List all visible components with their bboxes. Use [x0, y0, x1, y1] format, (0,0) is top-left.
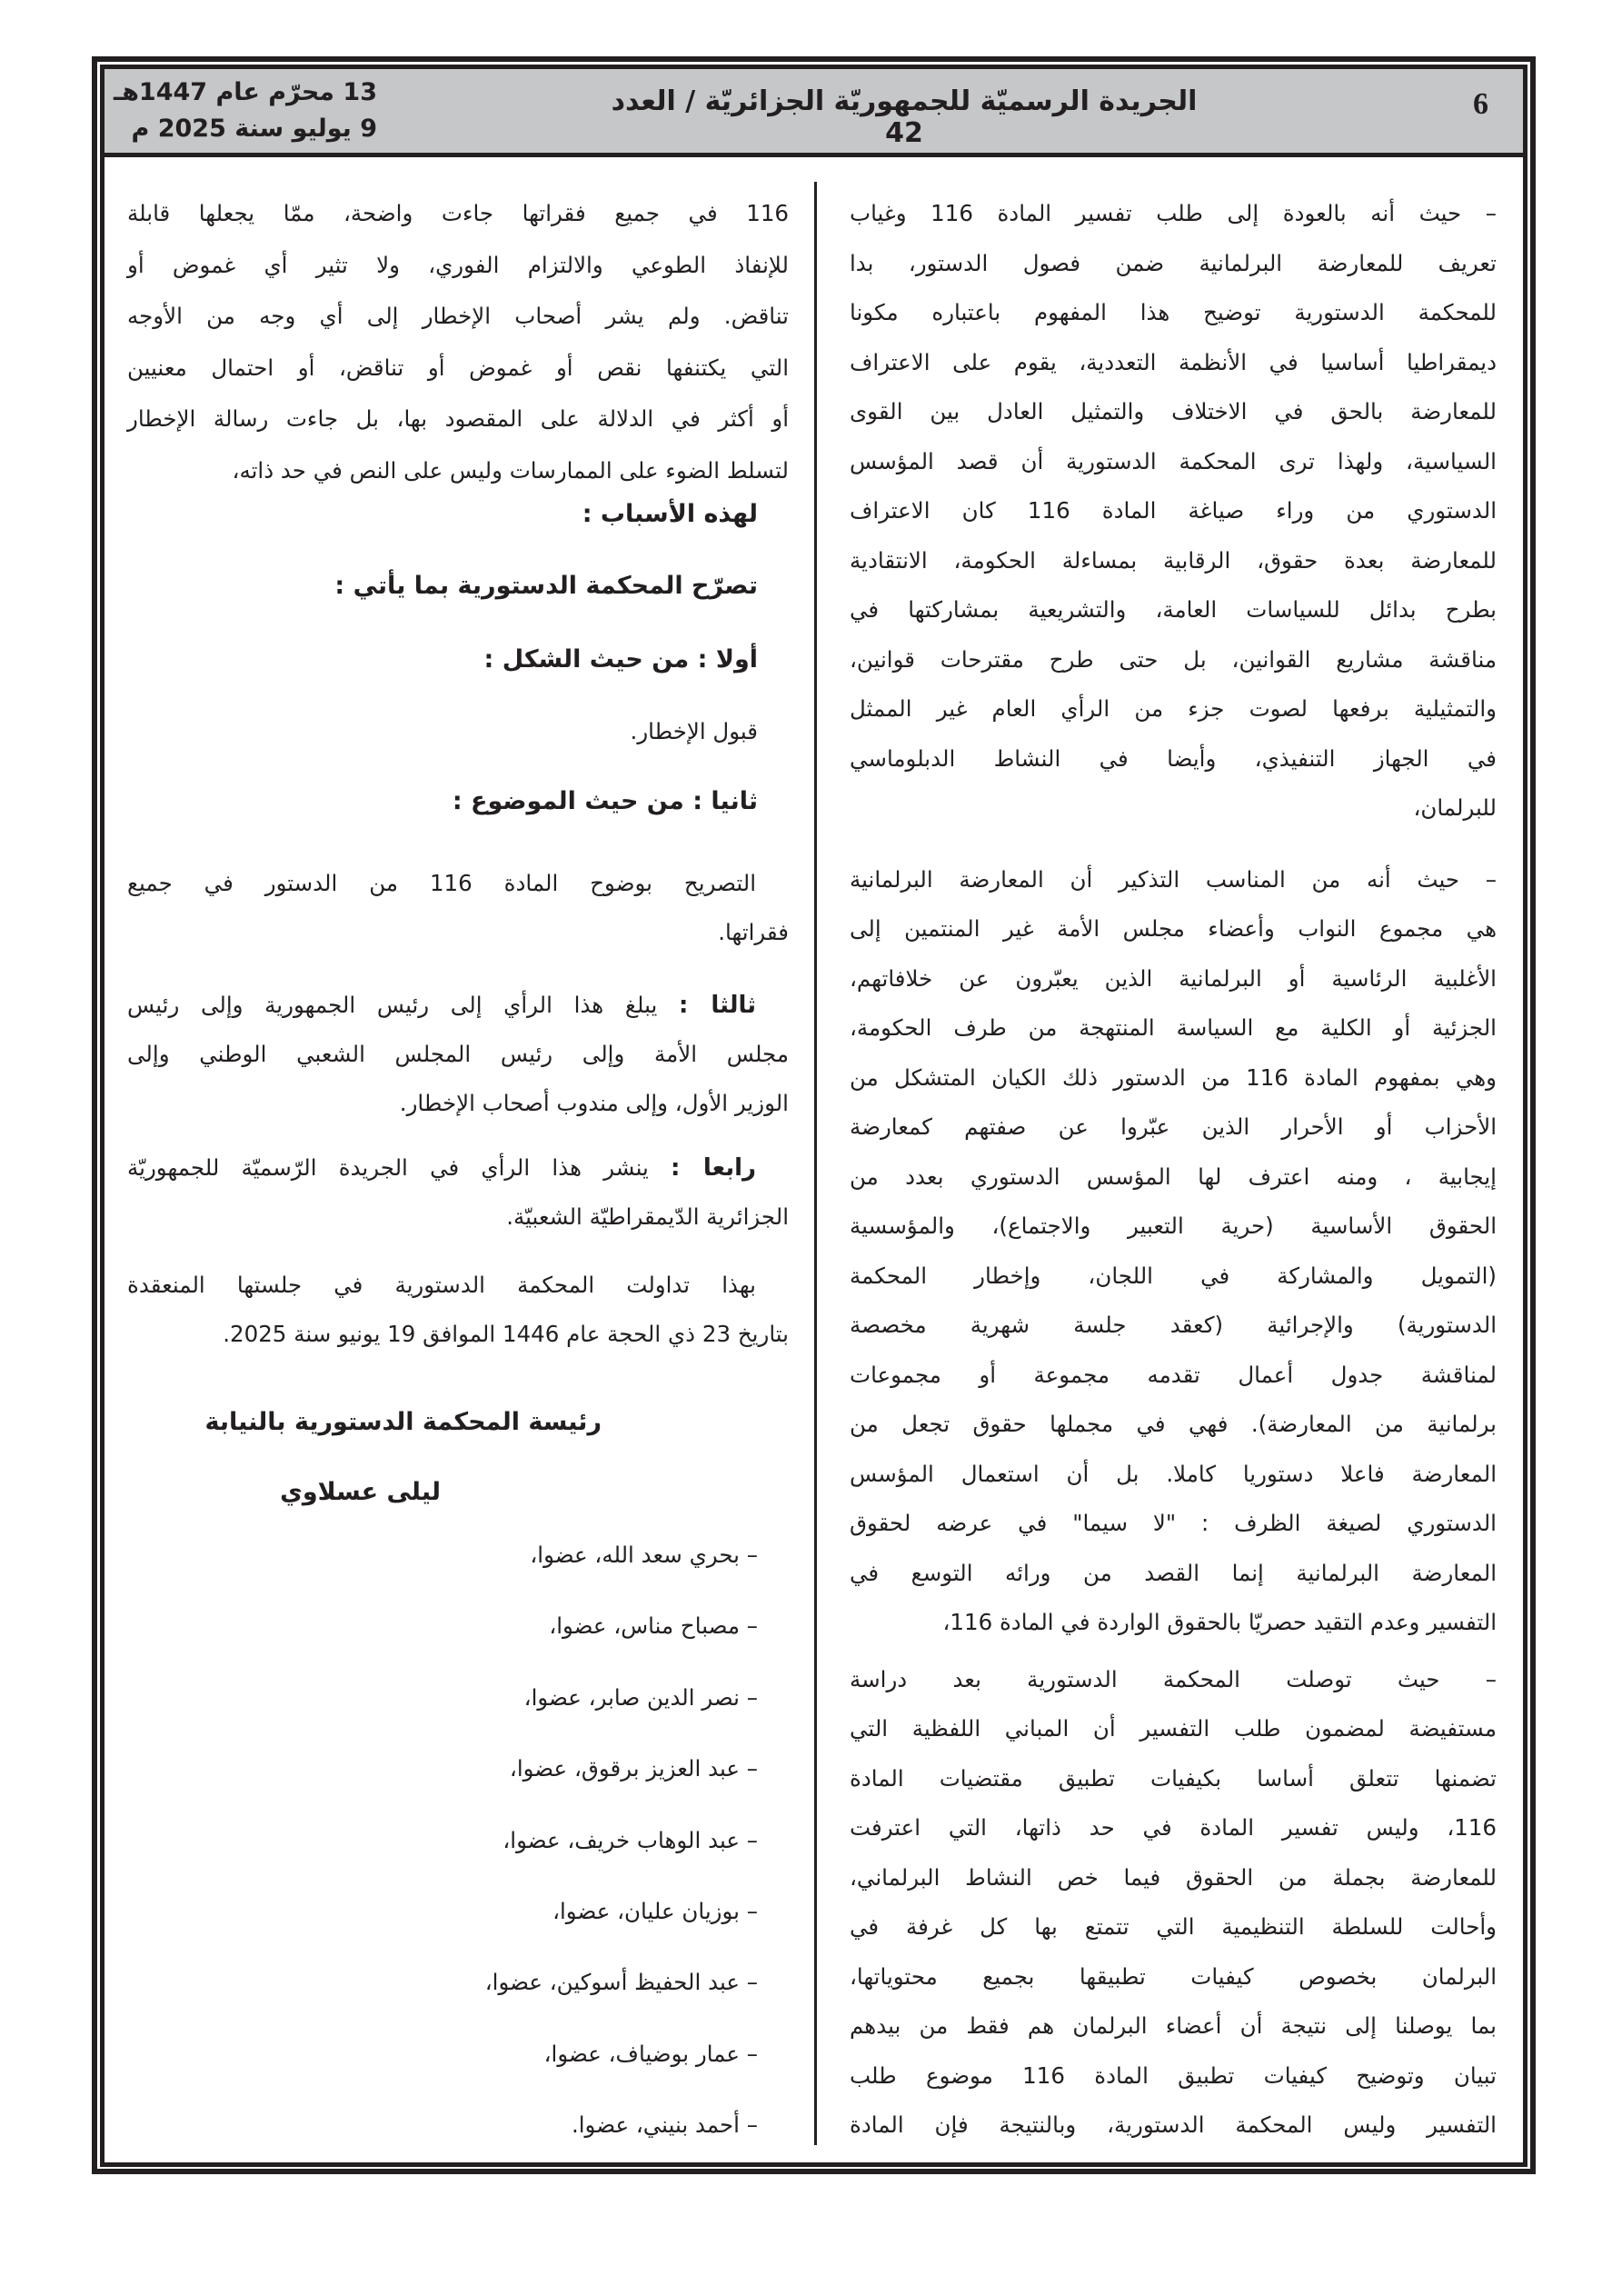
text-line	[127, 1143, 789, 1193]
text-line: التفسير وليس المحكمة الدستورية، وبالنتيجة فإن المادة	[850, 2111, 1497, 2138]
text-line: – حيث توصلت المحكمة الدستورية بعد دراسة	[850, 1665, 1497, 1692]
member-item: – أحمد بنيني، عضوا.	[571, 2111, 758, 2139]
text-line: للمعارضة بعدة حقوق، الرقابية بمساءلة الحكومة، الانتقادية	[850, 546, 1497, 574]
text-line: بهذا تداولت المحكمة الدستورية في جلستها المنعقدة	[127, 1272, 756, 1298]
member-item: – مصباح مناس، عضوا،	[549, 1612, 758, 1640]
member-item: – عمار بوضياف، عضوا،	[543, 2040, 758, 2067]
text-line: الدستوري لصيغة الظرف : "لا سيما" في عرضه لحقوق	[850, 1510, 1497, 1536]
second-paragraph	[127, 859, 789, 957]
member-item: – عبد العزيز برقوق، عضوا،	[509, 1755, 758, 1782]
text-line: البرلمان بخصوص كيفيات تطبيقها بجميع محتوياتها،	[850, 1962, 1497, 1990]
clause-text: ينشر هذا الرأي في الجريدة الرّسميّة للجمهوريّة	[127, 1154, 649, 1181]
text-line: – حيث أنه بالعودة إلى طلب تفسير المادة 116 وغياب	[850, 200, 1497, 226]
heading-second-substance: ثانيا : من حيث الموضوع :	[452, 787, 758, 815]
text-line: لمناقشة جدول أعمال تقدمه مجموعة أو مجموعات	[850, 1361, 1497, 1388]
text-line	[127, 981, 789, 1030]
text-line: مجلس الأمة وإلى رئيس المجلس الشعبي الوطني وإلى	[127, 1041, 789, 1067]
text-line: المعارضة البرلمانية إنما القصد من ورائه التوسع في	[850, 1559, 1497, 1586]
text-line: الدستورية) والإجرائية (كعقد جلسة شهرية مخصصة	[850, 1312, 1497, 1338]
text-line: للبرلمان،	[1413, 794, 1497, 821]
member-item: – عبد الوهاب خريف، عضوا،	[503, 1826, 758, 1853]
page-header	[104, 69, 1523, 157]
text-line: للمحكمة الدستورية توضيح هذا المفهوم باعتباره مكونا	[850, 299, 1497, 325]
text-line: وأحالت للسلطة التنظيمية التي تتمتع بها كل غرفة في	[850, 1913, 1497, 1940]
text-line: تبيان وتوضيح كيفيات تطبيق المادة 116 موضوع طلب	[850, 2061, 1497, 2089]
text-line: إيجابية ، ومنه اعترف لها المؤسس الدستوري بعدد من	[850, 1163, 1497, 1190]
text-line: أو أكثر في الدلالة على المقصود بها، بل جاءت رسالة الإخطار	[127, 405, 789, 432]
text-line: للمعارضة بالحق في الاختلاف والتمثيل العادل بين القوى	[850, 398, 1497, 424]
heading-declares: تصرّح المحكمة الدستورية بما يأتي :	[334, 572, 758, 600]
text-line: التفسير وعدم التقيد حصريّا بالحقوق الواردة في المادة 116،	[942, 1609, 1497, 1635]
text-line: وهي بمفهوم المادة 116 من الدستور ذلك الكيان المتشكل من	[850, 1063, 1497, 1091]
issue-date	[114, 75, 377, 147]
text-line: الأحزاب أو الأحرار الذين عبّروا عن صفتهم كمعارضة	[850, 1113, 1497, 1140]
text-line: التي يكتنفها نقص أو غموض أو تناقض، أو احتمال معنيين	[127, 354, 789, 381]
text-line: التصريح بوضوح المادة 116 من الدستور في جميع	[127, 870, 756, 896]
page-number: 6	[1473, 87, 1488, 121]
text-line: الوزير الأول، وإلى مندوب أصحاب الإخطار.	[399, 1090, 789, 1116]
member-item: – نصر الدين صابر، عضوا،	[523, 1683, 758, 1711]
text-line: هي مجموع النواب وأعضاء مجلس الأمة غير المنتمين إلى	[850, 915, 1497, 942]
paragraph	[850, 1655, 1497, 2151]
text-line: بتاريخ 23 ذي الحجة عام 1446 الموافق 19 يونيو سنة 2025.	[223, 1321, 789, 1347]
clause-text: يبلغ هذا الرأي إلى رئيس الجمهورية وإلى رئيس	[127, 992, 658, 1018]
column-divider	[814, 182, 817, 2145]
text-line: والتمثيلية برفعها لصوت جزء من الرأي العام غير الممثل	[850, 695, 1497, 722]
date-gregorian: 9 يوليو سنة 2025 م	[131, 115, 377, 143]
text-line: تعريف للمعارضة البرلمانية ضمن فصول الدستور، بدا	[850, 249, 1497, 276]
paragraph	[850, 189, 1497, 834]
text-line: الدستوري من وراء صياغة المادة 116 كان الاعتراف	[850, 497, 1497, 524]
right-column	[850, 189, 1497, 2172]
text-line: للمعارضة بجملة من الحقوق فيما خص النشاط البرلماني،	[850, 1863, 1497, 1891]
text-line: في الجهاز التنفيذي، وأيضا في النشاط الدبلوماسي	[850, 744, 1497, 772]
text-line: المعارضة فاعلا دستوريا كاملا. بل أن استعمال المؤسس	[850, 1460, 1497, 1487]
clause-label: رابعا :	[671, 1154, 756, 1182]
heading-reasons: لهذه الأسباب :	[582, 500, 758, 528]
member-item: – عبد الحفيظ أسوكين، عضوا،	[484, 1969, 758, 1996]
signature-title: رئيسة المحكمة الدستورية بالنيابة	[204, 1408, 602, 1436]
text-line: تضمنها تتعلق أساسا بكيفيات تطبيق مقتضيات المادة	[850, 1764, 1497, 1792]
text-line: برلمانية من المعارضة). فهي في مجملها حقوق تجعل من	[850, 1411, 1497, 1437]
text-line: بما يوصلنا إلى نتيجة أن أعضاء البرلمان هم فقط من بيدهم	[850, 2012, 1497, 2039]
text-line: مناقشة مشاريع القوانين، بل حتى طرح مقترحات قوانين،	[850, 645, 1497, 673]
text-line: تناقض. ولم يشر أصحاب الإخطار إلى أي وجه من الأوجه	[127, 303, 789, 329]
text-line: الأغلبية الرئاسية أو البرلمانية الذين يعبّرون عن خلافاتهم،	[850, 964, 1497, 992]
clause-label: ثالثا :	[678, 992, 756, 1019]
text-line: الجزائرية الدّيمقراطيّة الشعبيّة.	[506, 1203, 789, 1230]
text-line: فقراتها.	[718, 919, 789, 945]
first-text: قبول الإخطار.	[630, 718, 758, 744]
signature-name: ليلى عسلاوي	[280, 1478, 441, 1506]
text-line: (التمويل والمشاركة في اللجان، وإخطار المحكمة	[850, 1262, 1497, 1289]
left-intro-paragraph	[127, 188, 789, 496]
date-hijri: 13 محرّم عام 1447هـ	[113, 78, 377, 106]
member-item: – بوزيان عليان، عضوا،	[552, 1898, 758, 1924]
text-line: الحقوق الأساسية (حرية التعبير والاجتماع)، والمؤسسية	[850, 1213, 1497, 1239]
text-line: ديمقراطيا أساسيا في الأنظمة التعددية، يقوم على الاعتراف	[850, 348, 1497, 375]
text-line: 116، وليس تفسير المادة في حد ذاتها، التي اعترفت	[850, 1814, 1497, 1841]
text-line: للإنفاذ الطوعي والالتزام الفوري، ولا تثير أي غموض أو	[127, 251, 789, 278]
third-paragraph	[127, 981, 789, 1128]
gazette-title: الجريدة الرسميّة للجمهوريّة الجزائريّة / العدد 42	[611, 85, 1198, 149]
text-line: لتسلط الضوء على الممارسات وليس على النص في حد ذاته،	[232, 456, 789, 484]
paragraph	[850, 855, 1497, 1648]
text-line: السياسية، ولهذا ترى المحكمة الدستورية أن قصد المؤسس	[850, 447, 1497, 474]
member-item: – بحري سعد الله، عضوا،	[530, 1542, 758, 1568]
text-line: الجزئية أو الكلية مع السياسة المنتهجة من طرف الحكومة،	[850, 1014, 1497, 1041]
text-line: – حيث أنه من المناسب التذكير أن المعارضة البرلمانية	[850, 865, 1497, 893]
heading-first-form: أولا : من حيث الشكل :	[483, 645, 758, 674]
text-line: بطرح بدائل للسياسات العامة، والتشريعية بمشاركتها في	[850, 596, 1497, 623]
text-line: مستفيضة لمضمون طلب التفسير أن المباني اللفظية التي	[850, 1715, 1497, 1742]
deliberation-paragraph	[127, 1261, 789, 1359]
text-line: 116 في جميع فقراتها جاءت واضحة، ممّا يجعلها قابلة	[127, 200, 789, 226]
fourth-paragraph	[127, 1143, 789, 1242]
